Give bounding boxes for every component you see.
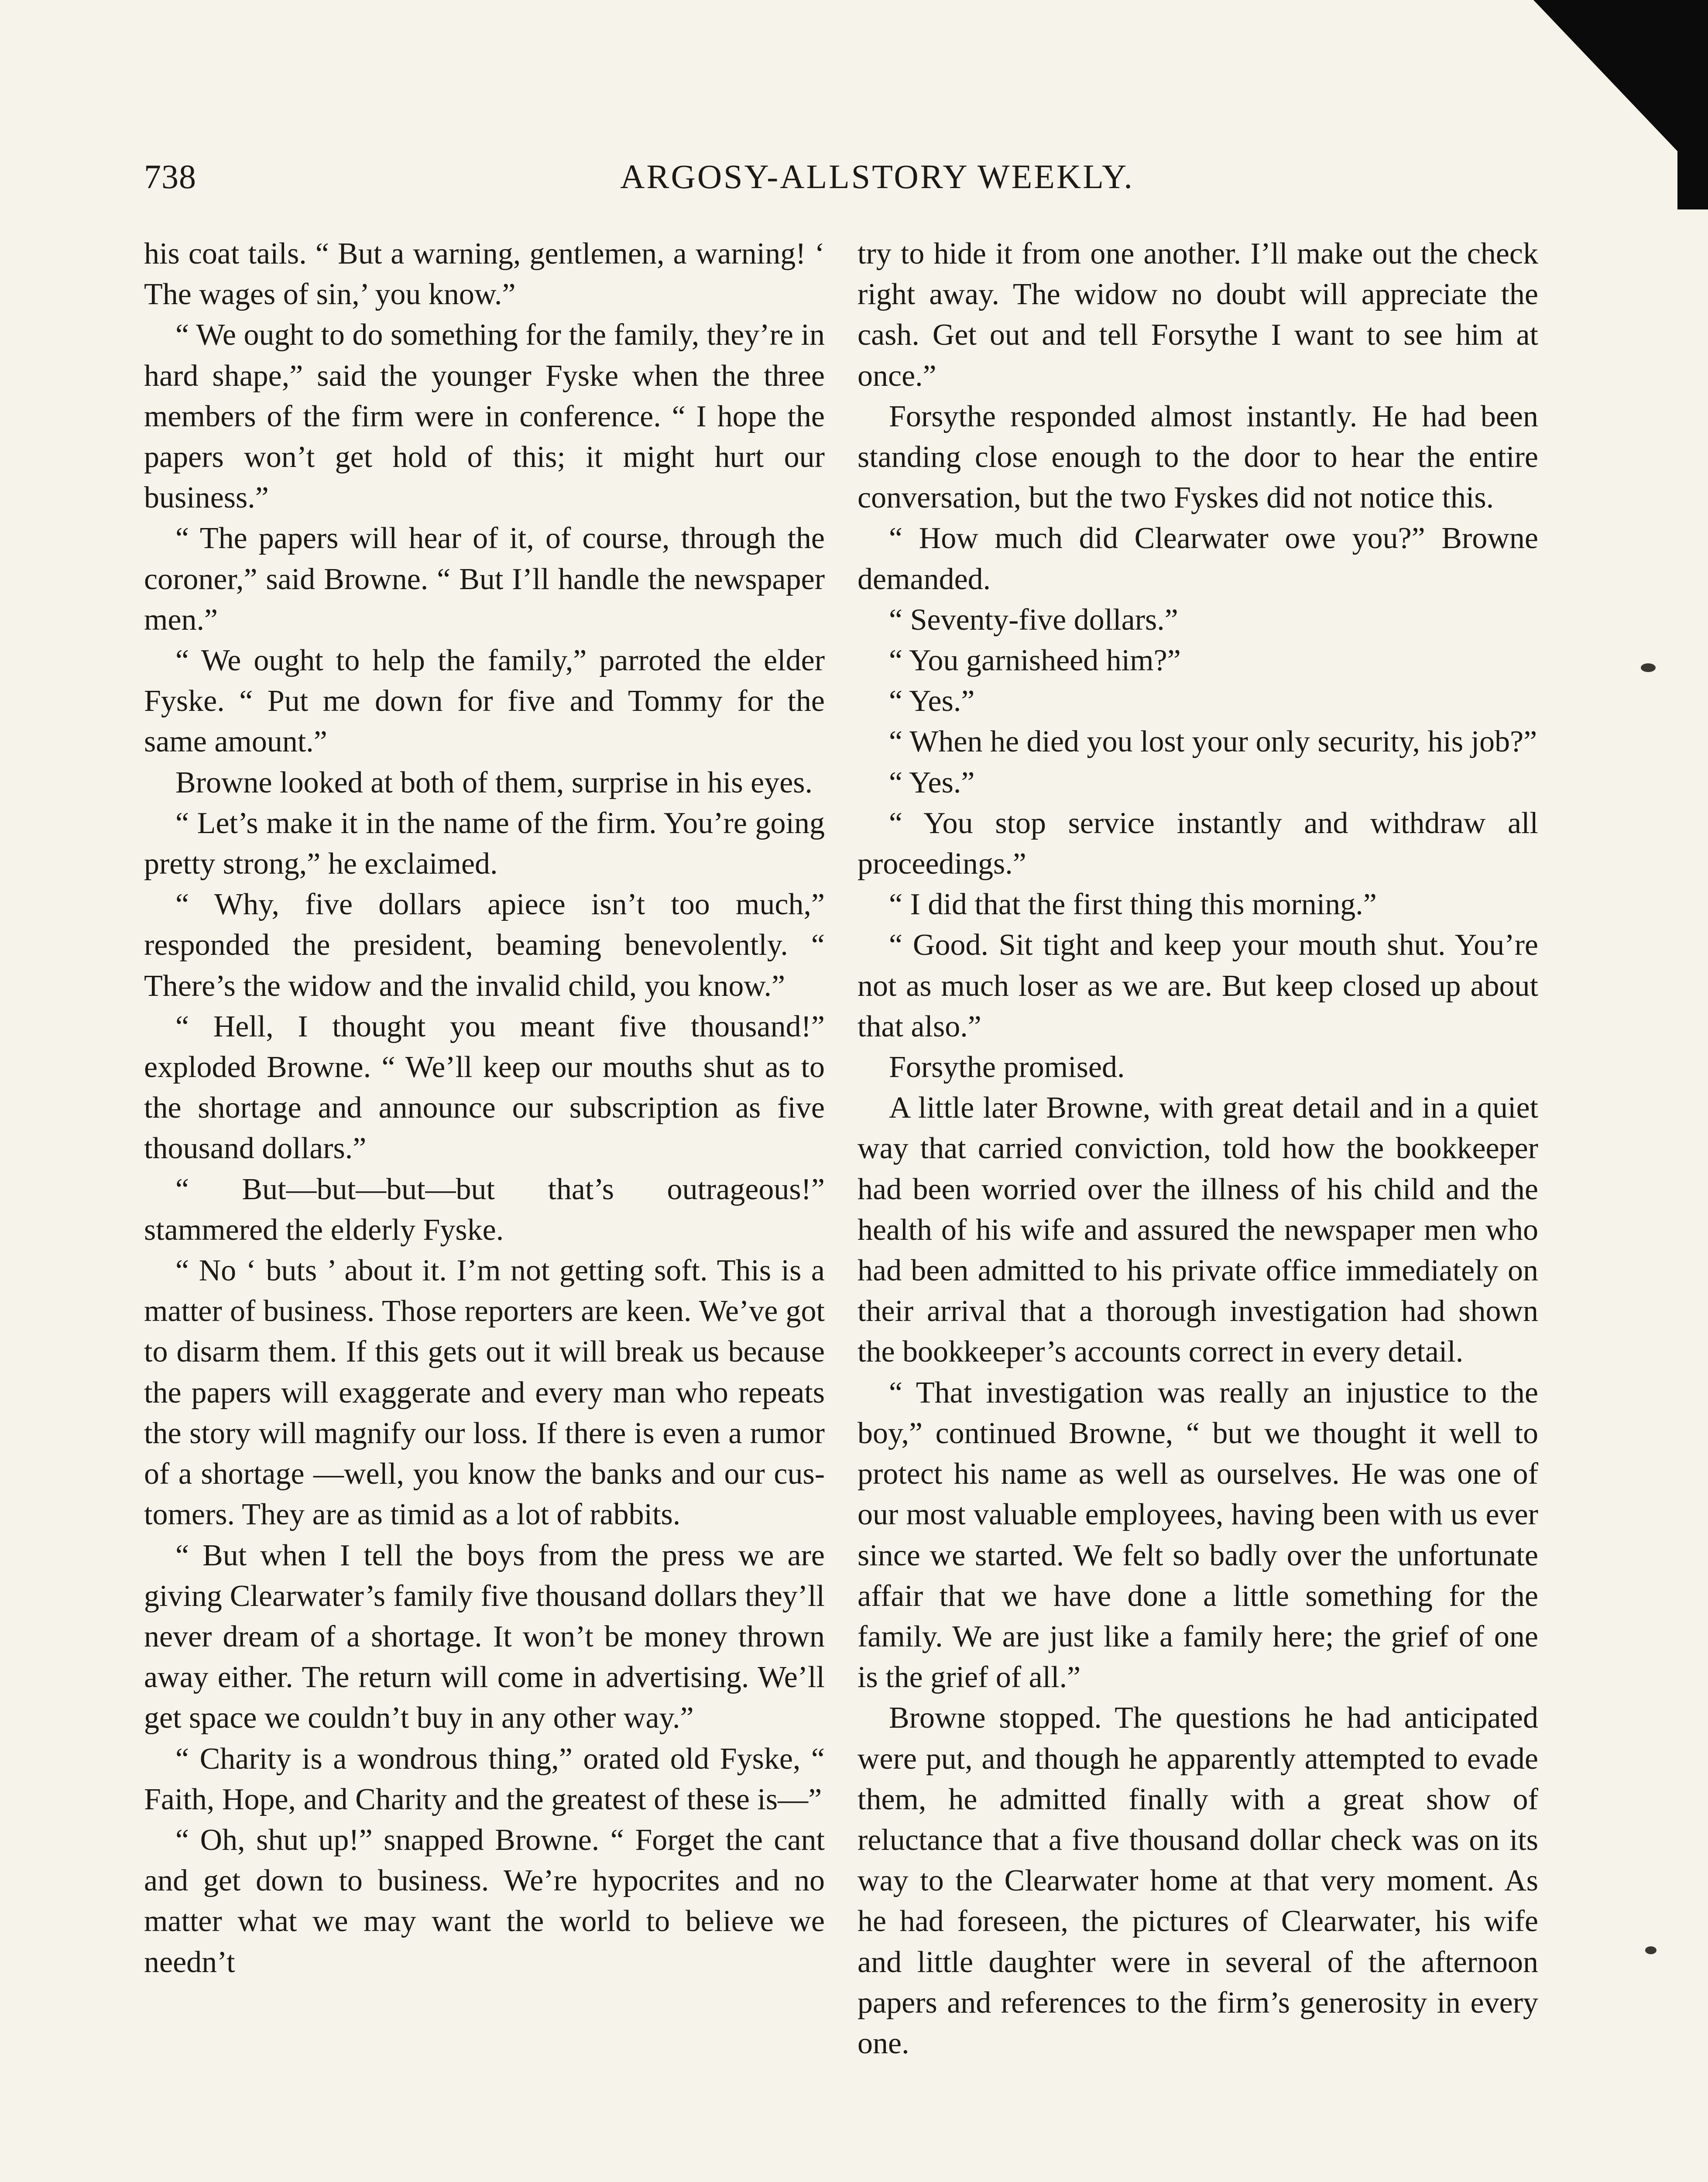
paragraph: “ We ought to help the family,” parroted the elder Fyske. “ Put me down for five and Tommy for the same amount.” <box>144 644 825 759</box>
left-column <box>144 233 825 1983</box>
paragraph: Forsythe promised. <box>889 1050 1125 1084</box>
paragraph: Forsythe responded almost instantly. He had been standing close enough to the door to hear the entire conversation, but the two Fyskes did not notice this. <box>857 399 1538 515</box>
paragraph: “ I did that the first thing this morning.” <box>889 888 1377 922</box>
paragraph: “ Seventy-five dollars.” <box>889 603 1178 637</box>
scan-edge-right <box>1677 0 1708 209</box>
page-number: 738 <box>144 158 196 196</box>
paragraph: “ Charity is a wondrous thing,” orated old Fyske, “ Faith, Hope, and Charity and the greatest of these is—” <box>144 1742 825 1816</box>
paragraph: “ But when I tell the boys from the press we are giving Clearwater’s family five thousand dollars they’ll never dream of a shortage. It won’t be money thrown away either. The return will come in advertising. We’ll get space we couldn’t buy in any other way.” <box>144 1538 825 1735</box>
paragraph: “ That investigation was really an injustice to the boy,” continued Browne, “ but we thought it well to protect his name as well as ourselves. He was one of our most valuable employees, having been with us ever since we started. We felt so badly over the unfortunate affair that we have done a little something for the family. We are just like a family here; the grief of one is the grief of all.” <box>857 1376 1538 1695</box>
paragraph: “ No ‘ buts ’ about it. I’m not getting soft. This is a matter of business. Those reporters are keen. We’ve got to disarm them. If this gets out it will break us because the papers will exaggerate and every man who repeats the story will magnify our loss. If there is even a rumor of a shortage —well, you know the banks and our customers. They are as timid as a lot of rabbits. <box>144 1254 825 1532</box>
paragraph: “ Hell, I thought you meant five thousand!” exploded Browne. “ We’ll keep our mouths shut as to the shortage and announce our subscription as five thousand dollars.” <box>144 1009 825 1166</box>
paragraph: “ When he died you lost your only security, his job?” <box>889 725 1537 759</box>
paragraph: “ Why, five dollars apiece isn’t too much,” responded the president, beaming benevolently. “ There’s the widow and the invalid child, you know.” <box>144 888 825 1003</box>
paragraph: “ Oh, shut up!” snapped Browne. “ Forget the cant and get down to business. We’re hypocrites and no matter what we may want the world to believe we needn’t <box>144 1823 825 1979</box>
paragraph: A little later Browne, with great detail and in a quiet way that carried conviction, told how the bookkeeper had been worried over the illness of his child and the health of his wife and assured the newspaper men who had been admitted to his private office immediately on their arrival that a thorough investigation had shown the bookkeeper’s accounts correct in every detail. <box>857 1091 1538 1369</box>
paragraph: Browne looked at both of them, surprise in his eyes. <box>175 765 813 799</box>
paragraph: “ Yes.” <box>889 684 975 718</box>
paragraph: “ You garnisheed him?” <box>889 644 1181 678</box>
scan-speck <box>1645 1946 1657 1954</box>
paragraph: Browne stopped. The questions he had anticipated were put, and though he apparently attempted to evade them, he admitted finally with a great show of reluctance that a five thousand dollar check was on its way to the Clearwater home at that very moment. As he had foreseen, the pictures of Clearwater, his wife and little daughter were in several of the afternoon papers and references to the firm’s generosity in every one. <box>857 1701 1538 2060</box>
paragraph: “ Let’s make it in the name of the firm. You’re going pretty strong,” he exclaimed. <box>144 806 825 881</box>
right-column <box>857 233 1538 2064</box>
paragraph: “ Yes.” <box>889 765 975 799</box>
paragraph: “ The papers will hear of it, of course, through the coroner,” said Browne. “ But I’ll handle the newspaper men.” <box>144 521 825 637</box>
paragraph: “ You stop service instantly and withdraw all proceedings.” <box>857 806 1538 881</box>
running-head: ARGOSY-ALLSTORY WEEKLY. <box>620 158 1134 196</box>
paragraph: “ Good. Sit tight and keep your mouth shut. You’re not as much loser as we are. But keep closed up about that also.” <box>857 928 1538 1043</box>
paragraph: his coat tails. “ But a warning, gentlemen, a warning! ‘ The wages of sin,’ you know.” <box>144 237 825 312</box>
paragraph: “ We ought to do something for the family, they’re in hard shape,” said the younger Fyske when the three members of the firm were in conference. “ I hope the papers won’t get hold of this; it might hurt our business.” <box>144 318 825 515</box>
paragraph: try to hide it from one another. I’ll make out the check right away. The widow no doubt will appreciate the cash. Get out and tell Forsythe I want to see him at once.” <box>857 237 1538 393</box>
scan-speck <box>1641 663 1656 672</box>
paragraph: “ How much did Clearwater owe you?” Browne demanded. <box>857 521 1538 596</box>
paragraph: “ But—but—but—but that’s outrageous!” stammered the elderly Fyske. <box>144 1172 825 1247</box>
